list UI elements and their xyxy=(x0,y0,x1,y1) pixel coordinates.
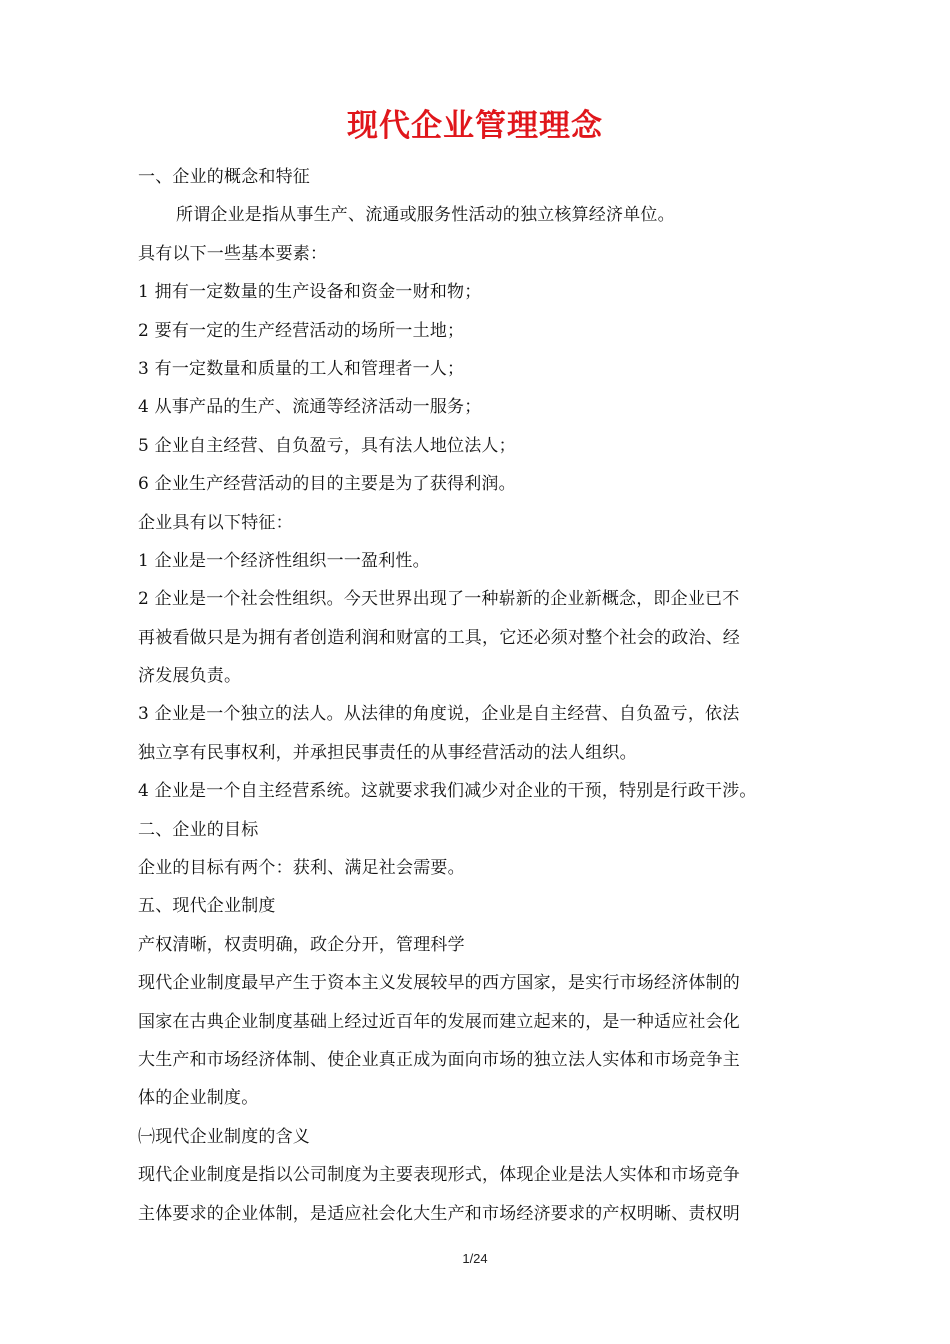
text-line: 现代企业制度最早产生于资本主义发展较早的西方国家，是实行市场经济体制的 xyxy=(138,973,740,994)
text-line: 再被看做只是为拥有者创造利润和财富的工具，它还必须对整个社会的政治、经 xyxy=(138,627,740,648)
body-text xyxy=(138,158,814,1233)
text-line: 体的企业制度。 xyxy=(138,1088,259,1109)
text-line: 所谓企业是指从事生产、流通或服务性活动的独立核算经济单位。 xyxy=(176,205,675,226)
text-line: 企业具有以下特征： xyxy=(138,512,293,533)
text-line: 产权清晰，权责明确，政企分开，管理科学 xyxy=(138,934,465,955)
text-line: 济发展负责。 xyxy=(138,666,242,687)
text-line: 2 企业是一个社会性组织。今天世界出现了一种崭新的企业新概念，即企业已不 xyxy=(138,589,740,610)
text-line: 主体要求的企业体制，是适应社会化大生产和市场经济要求的产权明晰、责权明 xyxy=(138,1203,740,1224)
text-line: 4 从事产品的生产、流通等经济活动一服务； xyxy=(138,397,482,418)
text-line: 二、企业的目标 xyxy=(138,819,259,840)
text-line: 4 企业是一个自主经营系统。这就要求我们减少对企业的干预，特别是行政干涉。 xyxy=(138,781,757,802)
text-line: 1 企业是一个经济性组织一一盈利性。 xyxy=(138,550,430,571)
text-line: 一、企业的概念和特征 xyxy=(138,167,310,187)
text-line: 3 有一定数量和质量的工人和管理者一人； xyxy=(138,358,465,379)
text-line: 企业的目标有两个：获利、满足社会需要。 xyxy=(138,858,465,879)
text-line: 1 拥有一定数量的生产设备和资金一财和物； xyxy=(138,282,482,303)
text-line: 3 企业是一个独立的法人。从法律的角度说，企业是自主经营、自负盈亏，依法 xyxy=(138,704,740,725)
text-line: 现代企业制度是指以公司制度为主要表现形式，体现企业是法人实体和市场竞争 xyxy=(138,1165,740,1186)
text-line: 独立享有民事权利，并承担民事责任的从事经营活动的法人组织。 xyxy=(138,742,637,763)
text-line: 2 要有一定的生产经营活动的场所一土地； xyxy=(138,320,465,341)
text-line: 大生产和市场经济体制、使企业真正成为面向市场的独立法人实体和市场竞争主 xyxy=(138,1049,740,1070)
text-line: ㈠现代企业制度的含义 xyxy=(138,1126,310,1147)
page-title: 现代企业管理理念 xyxy=(347,108,603,144)
text-line: 五、现代企业制度 xyxy=(138,896,276,917)
text-line: 6 企业生产经营活动的目的主要是为了获得利润。 xyxy=(138,474,516,495)
text-line: 5 企业自主经营、自负盈亏，具有法人地位法人； xyxy=(138,435,516,456)
page-number: 1/24 xyxy=(462,1251,488,1266)
text-line: 具有以下一些基本要素： xyxy=(138,243,328,264)
text-line: 国家在古典企业制度基础上经过近百年的发展而建立起来的，是一种适应社会化 xyxy=(138,1011,740,1032)
